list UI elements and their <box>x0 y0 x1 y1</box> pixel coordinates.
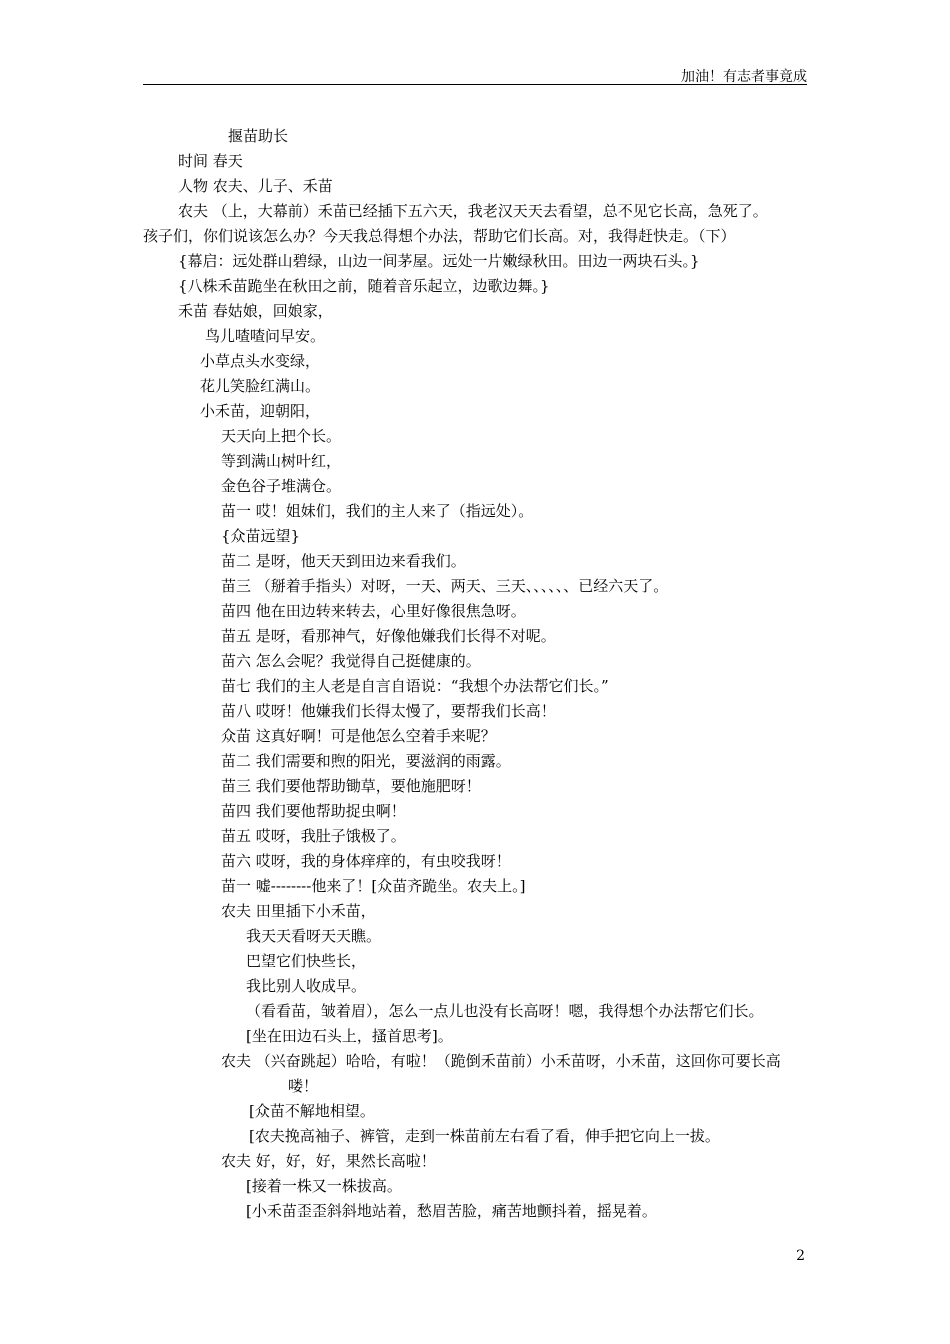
script-line: 苗五 是呀，看那神气，好像他嫌我们长得不对呢。 <box>221 627 556 645</box>
script-line: 苗二 我们需要和煦的阳光，要滋润的雨露。 <box>221 752 511 770</box>
song-line: 我天天看呀天天瞧。 <box>246 927 382 945</box>
stage-direction: {幕启：远处群山碧绿，山边一间茅屋。远处一片嫩绿秋田。田边一两块石头。} <box>178 252 700 270</box>
script-line: 苗一 嘘--------他来了！[众苗齐跪坐。农夫上。] <box>221 877 526 895</box>
script-line: 苗四 他在田边转来转去，心里好像很焦急呀。 <box>221 602 526 620</box>
script-line: 农夫 （兴奋跳起）哈哈，有啦！（跪倒禾苗前）小禾苗呀，小禾苗，这回你可要长高 <box>221 1052 781 1070</box>
song-line: 等到满山树叶红， <box>221 452 342 470</box>
script-line: 人物 农夫、儿子、禾苗 <box>178 177 333 195</box>
script-line: 苗二 是呀，他天天到田边来看我们。 <box>221 552 466 570</box>
page-number: 2 <box>796 1248 805 1264</box>
script-line: 农夫 好，好，好，果然长高啦！ <box>221 1152 436 1170</box>
script-line: 苗一 哎！姐妹们，我们的主人来了（指远处）。 <box>221 502 534 520</box>
script-line: （看看苗，皱着眉），怎么一点儿也没有长高呀！嗯，我得想个办法帮它们长。 <box>246 1002 764 1020</box>
song-line: 花儿笑脸红满山。 <box>200 377 321 395</box>
stage-direction: [小禾苗歪歪斜斜地站着，愁眉苦脸，痛苦地颤抖着，摇晃着。 <box>246 1202 657 1220</box>
song-line: 小草点头水变绿， <box>200 352 321 370</box>
script-line: 孩子们，你们说该怎么办？今天我总得想个办法，帮助它们长高。对，我得赶快走。（下） <box>143 227 736 245</box>
script-line: 苗六 哎呀，我的身体痒痒的，有虫咬我呀！ <box>221 852 511 870</box>
script-line: 众苗 这真好啊！可是他怎么空着手来呢？ <box>221 727 496 745</box>
stage-direction: [众苗不解地相望。 <box>249 1102 375 1120</box>
script-title: 揠苗助长 <box>228 127 289 145</box>
song-line: 鸟儿喳喳问早安。 <box>205 327 326 345</box>
script-line: 苗五 哎呀，我肚子饿极了。 <box>221 827 406 845</box>
script-line: 苗八 哎呀！他嫌我们长得太慢了，要帮我们长高！ <box>221 702 556 720</box>
script-line: 苗七 我们的主人老是自言自语说：“我想个办法帮它们长。” <box>221 677 609 695</box>
script-line: 时间 春天 <box>178 152 243 170</box>
script-line: 农夫 （上，大幕前）禾苗已经插下五六天，我老汉天天去看望，总不见它长高，急死了。 <box>178 202 768 220</box>
script-line: 喽！ <box>288 1077 319 1095</box>
page-header-text: 加油！有志者事竟成 <box>681 69 807 85</box>
script-line: 苗六 怎么会呢？我觉得自己挺健康的。 <box>221 652 481 670</box>
script-line: 农夫 田里插下小禾苗， <box>221 902 376 920</box>
script-line: 苗三 （掰着手指头）对呀，一天、两天、三天、、、、、、已经六天了。 <box>221 577 669 595</box>
song-line: 巴望它们快些长， <box>246 952 367 970</box>
stage-direction: [农夫挽高袖子、裤管，走到一株苗前左右看了看，伸手把它向上一拔。 <box>249 1127 720 1145</box>
stage-direction: [接着一株又一株拔高。 <box>246 1177 402 1195</box>
script-line: 苗四 我们要他帮助捉虫啊！ <box>221 802 406 820</box>
song-line: 我比别人收成早。 <box>246 977 367 995</box>
script-line: 苗三 我们要他帮助锄草，要他施肥呀！ <box>221 777 481 795</box>
song-line: 小禾苗，迎朝阳， <box>200 402 321 420</box>
stage-direction: [坐在田边石头上，搔首思考]。 <box>246 1027 453 1045</box>
script-line: 禾苗 春姑娘，回娘家， <box>178 302 333 320</box>
song-line: 金色谷子堆满仓。 <box>221 477 342 495</box>
stage-direction: {众苗远望} <box>221 527 301 545</box>
song-line: 天天向上把个长。 <box>221 427 342 445</box>
header-divider <box>143 84 807 85</box>
stage-direction: {八株禾苗跪坐在秋田之前，随着音乐起立，边歌边舞。} <box>178 277 550 295</box>
